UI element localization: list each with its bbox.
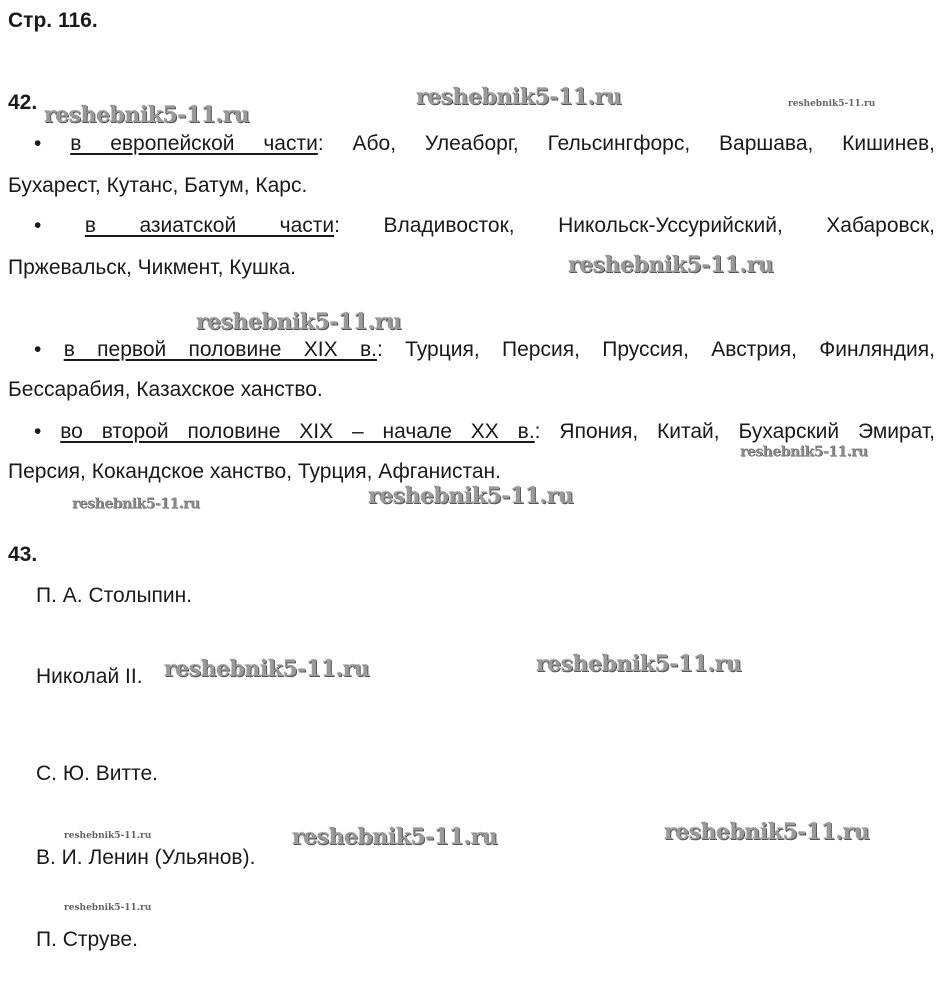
item-3-text: Турция, Персия, Пруссия, Австрия, Финляндия, — [405, 338, 935, 361]
item-1-text: Або, Улеаборг, Гельсингфорс, Варшава, Кишинев, — [352, 132, 935, 155]
bullet: • — [34, 338, 42, 361]
bullet: • — [34, 214, 42, 237]
item-2-label: в азиатской части — [84, 214, 335, 237]
task-42-number: 42. — [8, 91, 38, 114]
watermark: reshebnik5-11.ru — [416, 84, 622, 110]
watermark: reshebnik5-11.ru — [44, 102, 250, 128]
item-1-label: в европейской части — [70, 132, 318, 155]
bullet: • — [34, 132, 42, 155]
answer-4: В. И. Ленин (Ульянов). — [36, 846, 256, 869]
task-43-number: 43. — [8, 543, 38, 566]
watermark: reshebnik5-11.ru — [64, 903, 152, 913]
item-4-text: Япония, Китай, Бухарский Эмират, — [559, 420, 936, 443]
watermark: reshebnik5-11.ru — [64, 831, 152, 841]
item-2-line-1: • в азиатской части: Владивосток, Никольск-Уссурийский, Хабаровск, — [34, 214, 935, 237]
item-4-label: во второй половине XIX – начале XX в. — [60, 420, 535, 443]
watermark: reshebnik5-11.ru — [368, 483, 574, 509]
item-3-line-1: • в первой половине XIX в.: Турция, Персия, Пруссия, Австрия, Финляндия, — [34, 338, 935, 361]
answer-3: С. Ю. Витте. — [36, 762, 158, 785]
item-2-line-2: Пржевальск, Чикмент, Кушка. — [8, 256, 296, 279]
watermark: reshebnik5-11.ru — [292, 824, 498, 850]
item-4-line-1: • во второй половине XIX – начале XX в.: Япония, Китай, Бухарский Эмират, — [34, 420, 936, 443]
watermark: reshebnik5-11.ru — [740, 444, 868, 460]
item-2-text: Владивосток, Никольск-Уссурийский, Хабаровск, — [383, 214, 935, 237]
watermark: reshebnik5-11.ru — [72, 496, 200, 512]
bullet: • — [34, 420, 42, 443]
watermark: reshebnik5-11.ru — [196, 309, 402, 335]
watermark: reshebnik5-11.ru — [164, 656, 370, 682]
page-header: Стр. 116. — [8, 9, 98, 32]
item-1-line-1: • в европейской части: Або, Улеаборг, Гельсингфорс, Варшава, Кишинев, — [34, 132, 935, 155]
watermark: reshebnik5-11.ru — [788, 99, 876, 109]
item-3-label: в первой половине XIX в. — [63, 338, 377, 361]
watermark: reshebnik5-11.ru — [664, 819, 870, 845]
item-3-line-2: Бессарабия, Казахское ханство. — [8, 378, 323, 401]
watermark: reshebnik5-11.ru — [536, 651, 742, 677]
item-4-line-2: Персия, Кокандское ханство, Турция, Афганистан. — [8, 460, 501, 483]
answer-5: П. Струве. — [36, 928, 138, 951]
item-1-line-2: Бухарест, Кутанс, Батум, Карс. — [8, 174, 308, 197]
watermark: reshebnik5-11.ru — [568, 252, 774, 278]
answer-2: Николай II. — [36, 665, 143, 688]
answer-1: П. А. Столыпин. — [36, 584, 193, 607]
